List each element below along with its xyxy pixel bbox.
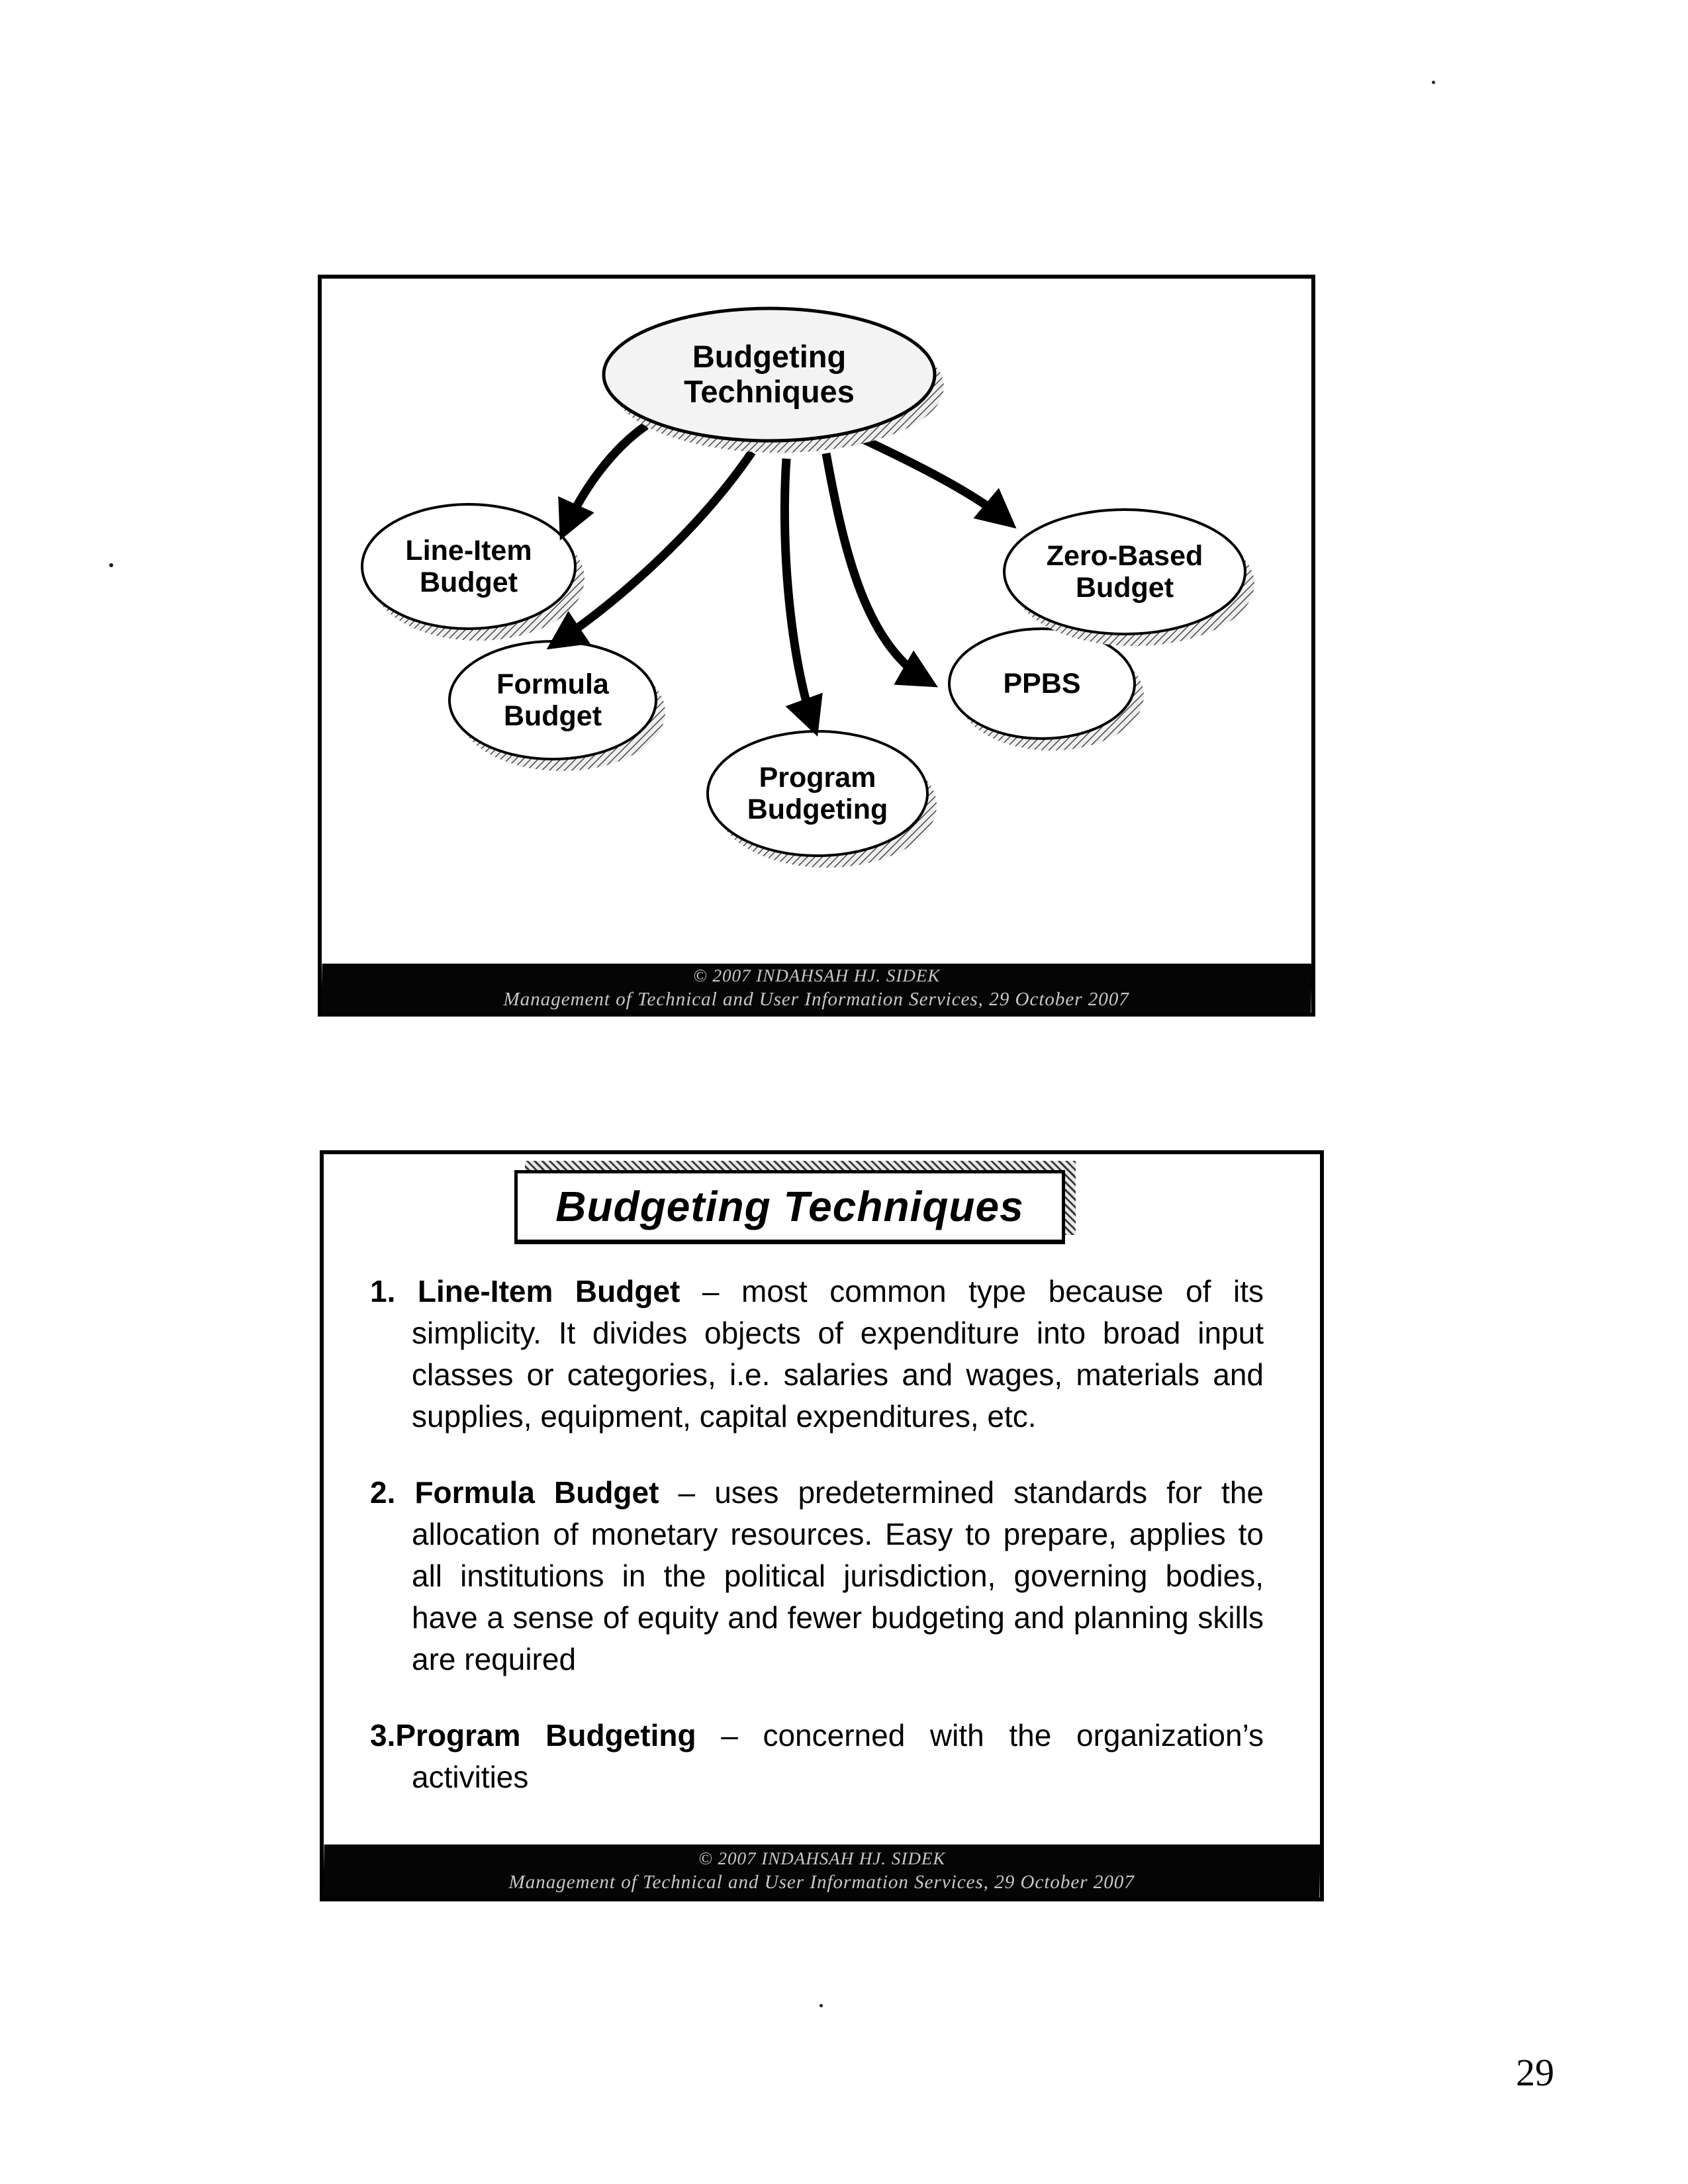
item-text: – uses predetermined standards for the allocation of monetary resources. Easy to prepare, applies to all institutions in the political jurisdiction, governing bodies, have a sense of equity and fewer budgeting and planning skills are required bbox=[412, 1475, 1264, 1676]
node-text-line: Budget bbox=[503, 700, 602, 732]
item-lead: 2. Formula Budget bbox=[370, 1475, 659, 1510]
item-lead: 3.Program Budgeting bbox=[370, 1718, 696, 1752]
node-formula-budget bbox=[449, 641, 665, 771]
scan-speck bbox=[820, 2004, 823, 2007]
page-number: 29 bbox=[1516, 2051, 1554, 2094]
item-text: – most common type because of its simplicity. It divides objects of expenditure into broad input classes or categories, i.e. salaries and wages, materials and supplies, equipment, capital expenditures, etc. bbox=[412, 1274, 1264, 1433]
copyright-line: © 2007 INDAHSAH HJ. SIDEK bbox=[692, 966, 941, 985]
node-text-line: Program bbox=[759, 761, 876, 794]
slide-footer-bar bbox=[323, 1844, 1320, 1897]
slide-budgeting-techniques-diagram bbox=[318, 275, 1315, 1017]
diagram-area bbox=[322, 279, 1311, 964]
item-lead: 1. Line-Item Budget bbox=[370, 1274, 680, 1308]
node-line-item-budget bbox=[362, 504, 585, 641]
node-budgeting-techniques bbox=[604, 308, 944, 453]
budgeting-techniques-diagram bbox=[322, 279, 1311, 964]
node-text-line: Budgeting bbox=[747, 794, 888, 825]
node-ppbs bbox=[949, 629, 1144, 751]
node-text-line: PPBS bbox=[1003, 667, 1081, 700]
arrow-to-ppbs bbox=[826, 453, 929, 682]
scan-speck bbox=[875, 1170, 878, 1173]
arrow-to-line-item bbox=[564, 426, 646, 531]
arrow-to-formula bbox=[555, 452, 752, 644]
node-text-line: Techniques bbox=[684, 374, 855, 409]
node-text-line: Zero-Based bbox=[1046, 539, 1203, 572]
node-text-line: Line-Item bbox=[405, 534, 532, 567]
node-text-line: Budgeting bbox=[692, 339, 847, 375]
node-text-line: Budget bbox=[419, 567, 518, 598]
scan-speck bbox=[1432, 81, 1435, 84]
arrow-to-program bbox=[784, 459, 814, 727]
slide-title-block bbox=[514, 1170, 1065, 1244]
course-line: Management of Technical and User Information Services, 29 October 2007 bbox=[503, 989, 1130, 1010]
slide-footer-bar bbox=[321, 964, 1311, 1013]
node-zero-based-budget bbox=[1004, 510, 1254, 646]
node-text-line: Formula bbox=[496, 668, 609, 700]
list-item-formula-budget bbox=[370, 1472, 1264, 1680]
slide-title-text: Budgeting Techniques bbox=[555, 1183, 1024, 1230]
copyright-line: © 2007 INDAHSAH HJ. SIDEK bbox=[698, 1848, 946, 1868]
list-item-program-budgeting bbox=[370, 1715, 1264, 1798]
scan-speck bbox=[109, 563, 113, 567]
item-text: – concerned with the organization’s activities bbox=[412, 1718, 1264, 1794]
budgeting-techniques-list bbox=[370, 1271, 1264, 1833]
node-text-line: Budget bbox=[1075, 572, 1174, 604]
slide-budgeting-techniques-text bbox=[320, 1150, 1324, 1901]
slide-title bbox=[514, 1170, 1065, 1244]
arrow-to-zero-based bbox=[859, 437, 1009, 522]
node-program-budgeting bbox=[708, 731, 937, 868]
course-line: Management of Technical and User Information Services, 29 October 2007 bbox=[508, 1872, 1135, 1893]
list-item-line-item-budget bbox=[370, 1271, 1264, 1437]
